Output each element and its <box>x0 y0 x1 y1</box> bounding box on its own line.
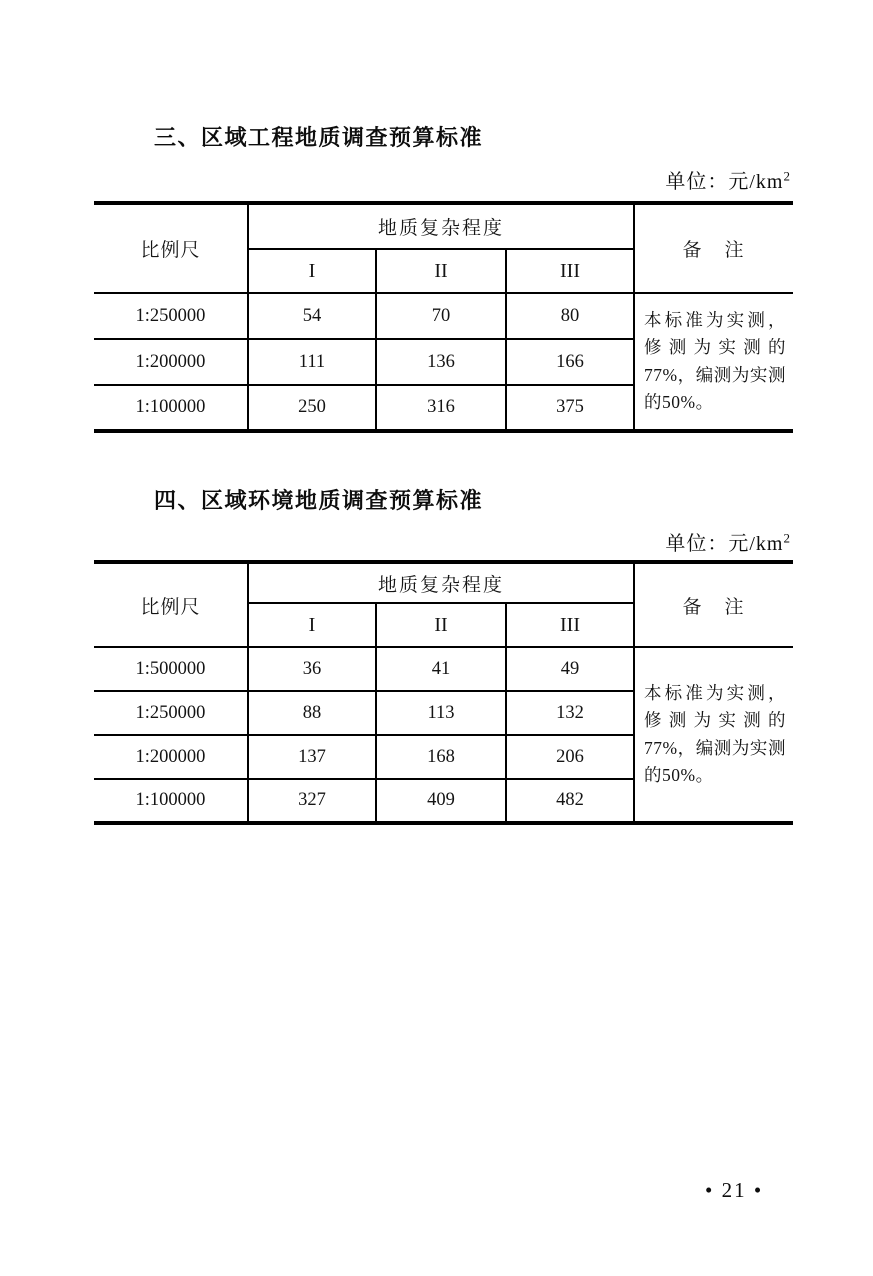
value-cell: 206 <box>506 735 634 779</box>
remarks-column-header: 备 注 <box>634 562 793 647</box>
unit-superscript: 2 <box>783 168 791 184</box>
table-header-row <box>94 203 793 249</box>
budget-table-environmental <box>94 560 793 825</box>
grade-header-3: III <box>506 603 634 647</box>
remarks-text: 本标准为实测，修测为实测的77%，编测为实测的50%。 <box>634 293 793 431</box>
value-cell: 168 <box>376 735 506 779</box>
unit-label-environmental <box>665 527 791 556</box>
grade-header-1: I <box>248 603 376 647</box>
value-cell: 88 <box>248 691 376 735</box>
scale-cell: 1:100000 <box>94 385 248 431</box>
unit-superscript: 2 <box>783 530 791 546</box>
value-cell: 113 <box>376 691 506 735</box>
unit-text: 单位：元/km <box>665 171 784 193</box>
remarks-text: 本标准为实测，修测为实测的77%，编测为实测的50%。 <box>634 647 793 823</box>
value-cell: 250 <box>248 385 376 431</box>
section-heading-environmental: 四、区域环境地质调查预算标准 <box>154 488 484 513</box>
complexity-span-header: 地质复杂程度 <box>248 203 634 249</box>
value-cell: 132 <box>506 691 634 735</box>
value-cell: 166 <box>506 339 634 385</box>
remarks-column-header: 备 注 <box>634 203 793 293</box>
value-cell: 482 <box>506 779 634 823</box>
grade-header-2: II <box>376 603 506 647</box>
value-cell: 36 <box>248 647 376 691</box>
scale-cell: 1:250000 <box>94 293 248 339</box>
complexity-span-header: 地质复杂程度 <box>248 562 634 603</box>
scale-cell: 1:100000 <box>94 779 248 823</box>
scale-cell: 1:250000 <box>94 691 248 735</box>
value-cell: 80 <box>506 293 634 339</box>
section-heading-engineering: 三、区域工程地质调查预算标准 <box>154 125 484 150</box>
value-cell: 70 <box>376 293 506 339</box>
value-cell: 41 <box>376 647 506 691</box>
grade-header-3: III <box>506 249 634 293</box>
value-cell: 54 <box>248 293 376 339</box>
page-number: • 21 • <box>705 1178 764 1202</box>
value-cell: 136 <box>376 339 506 385</box>
value-cell: 327 <box>248 779 376 823</box>
scale-column-header: 比例尺 <box>94 203 248 293</box>
grade-header-1: I <box>248 249 376 293</box>
grade-header-2: II <box>376 249 506 293</box>
unit-label-engineering <box>665 165 791 194</box>
table-row <box>94 293 793 339</box>
value-cell: 409 <box>376 779 506 823</box>
scale-cell: 1:500000 <box>94 647 248 691</box>
scale-cell: 1:200000 <box>94 339 248 385</box>
value-cell: 137 <box>248 735 376 779</box>
unit-text: 单位：元/km <box>665 533 784 555</box>
value-cell: 49 <box>506 647 634 691</box>
scale-column-header: 比例尺 <box>94 562 248 647</box>
value-cell: 316 <box>376 385 506 431</box>
scale-cell: 1:200000 <box>94 735 248 779</box>
value-cell: 111 <box>248 339 376 385</box>
table-row <box>94 647 793 691</box>
table-header-row <box>94 562 793 603</box>
budget-table-engineering <box>94 201 793 433</box>
value-cell: 375 <box>506 385 634 431</box>
